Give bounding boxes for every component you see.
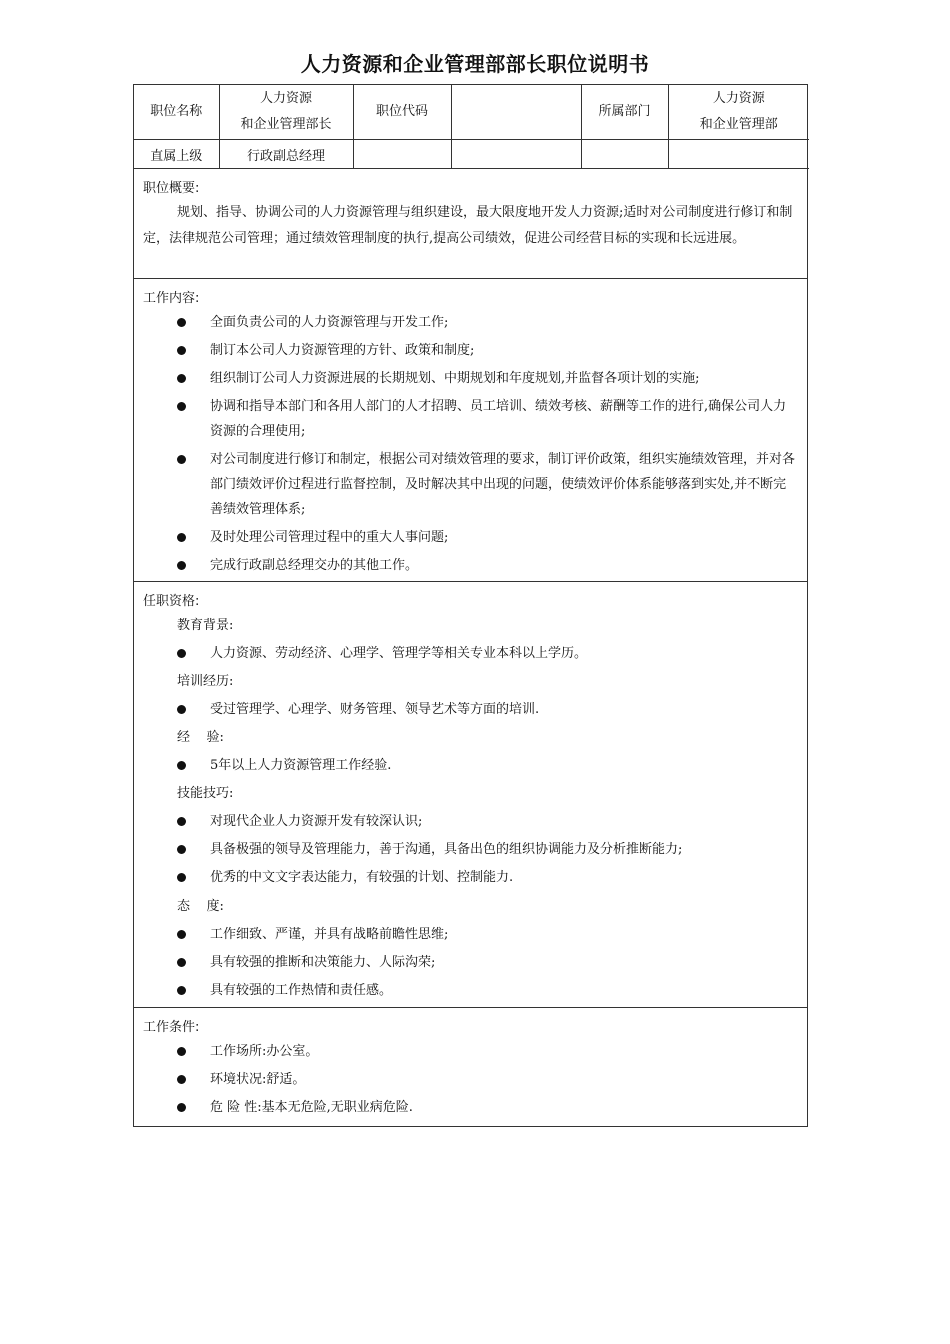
- document-title: 人力资源和企业管理部部长职位说明书: [300, 52, 650, 76]
- bullet-icon: [177, 1075, 186, 1084]
- list-item: 具有较强的工作热情和责任感。: [134, 978, 797, 1003]
- summary-text: 规划、指导、协调公司的人力资源管理与组织建设，最大限度地开发人力资源;适时对公司制度进行修订和制定，法律规范公司管理；通过绩效管理制度的执行,提高公司绩效，促进公司经营目标的实现和长远进展。: [143, 205, 793, 246]
- bullet-icon: [177, 346, 186, 355]
- position-code-value: [451, 85, 581, 140]
- conditions-title: 工作条件:: [143, 1020, 200, 1035]
- bullet-icon: [177, 374, 186, 383]
- bullet-icon: [177, 958, 186, 967]
- conditions-section: [134, 1008, 807, 1126]
- bullet-icon: [177, 817, 186, 826]
- bullet-icon: [177, 930, 186, 939]
- skills-label: 技能技巧:: [177, 786, 234, 801]
- department-value: [668, 85, 809, 140]
- bullet-icon: [177, 533, 186, 542]
- bullet-icon: [177, 402, 186, 411]
- list-item: 工作细致、严谨，并具有战略前瞻性思维;: [134, 922, 797, 947]
- bullet-icon: [177, 761, 186, 770]
- skills-list: [134, 809, 797, 893]
- empty-cell: [451, 140, 581, 169]
- list-item: 对公司制度进行修订和制定，根据公司对绩效管理的要求，制订评价政策，组织实施绩效管理，并对各部门绩效评价过程进行监督控制，及时解决其中出现的问题，使绩效评价体系能够落到实处,并不断完善绩效管理体系;: [134, 447, 797, 522]
- duties-list: [134, 310, 797, 581]
- conditions-list: [134, 1039, 797, 1123]
- list-item: 人力资源、劳动经济、心理学、管理学等相关专业本科以上学历。: [134, 641, 797, 666]
- department-label: 所属部门: [581, 85, 668, 140]
- list-item: 受过管理学、心理学、财务管理、领导艺术等方面的培训.: [134, 697, 797, 722]
- education-list: [134, 641, 797, 669]
- qualifications-section: [134, 582, 807, 1008]
- bullet-icon: [177, 561, 186, 570]
- list-item: 全面负责公司的人力资源管理与开发工作;: [134, 310, 797, 335]
- bullet-icon: [177, 455, 186, 464]
- bullet-icon: [177, 1103, 186, 1112]
- qualifications-title: 任职资格:: [143, 594, 200, 609]
- duties-section: [134, 279, 807, 582]
- attitude-list: [134, 922, 797, 1006]
- list-item: 具有较强的推断和决策能力、人际沟荣;: [134, 950, 797, 975]
- department-line1: 人力资源: [712, 91, 765, 106]
- bullet-icon: [177, 845, 186, 854]
- bullet-icon: [177, 649, 186, 658]
- list-item: 完成行政副总经理交办的其他工作。: [134, 553, 797, 578]
- summary-section: [134, 169, 807, 279]
- list-item: 协调和指导本部门和各用人部门的人才招聘、员工培训、绩效考核、薪酬等工作的进行,确保公司人力资源的合理使用;: [134, 394, 797, 444]
- superior-value: 行政副总经理: [219, 140, 353, 169]
- duties-title: 工作内容:: [143, 291, 200, 306]
- list-item: 及时处理公司管理过程中的重大人事问题;: [134, 525, 797, 550]
- header-table: [134, 85, 809, 169]
- list-item: 具备极强的领导及管理能力，善于沟通，具备出色的组织协调能力及分析推断能力;: [134, 837, 797, 862]
- position-name-label: 职位名称: [134, 85, 219, 140]
- position-name-line1: 人力资源: [259, 91, 312, 106]
- job-description-table: [133, 84, 808, 1127]
- list-item: 对现代企业人力资源开发有较深认识;: [134, 809, 797, 834]
- bullet-icon: [177, 986, 186, 995]
- list-item: 环境状况:舒适。: [134, 1067, 797, 1092]
- bullet-icon: [177, 318, 186, 327]
- position-code-label: 职位代码: [353, 85, 451, 140]
- list-item: 组织制订公司人力资源进展的长期规划、中期规划和年度规划,并监督各项计划的实施;: [134, 366, 797, 391]
- training-label: 培训经历:: [177, 674, 234, 689]
- bullet-icon: [177, 705, 186, 714]
- bullet-icon: [177, 873, 186, 882]
- empty-cell: [668, 140, 809, 169]
- list-item: 工作场所:办公室。: [134, 1039, 797, 1064]
- list-item: 危 险 性:基本无危险,无职业病危险.: [134, 1095, 797, 1120]
- summary-title: 职位概要:: [143, 181, 200, 196]
- empty-cell: [581, 140, 668, 169]
- list-item: 制订本公司人力资源管理的方针、政策和制度;: [134, 338, 797, 363]
- department-line2: 和企业管理部: [699, 117, 778, 132]
- position-name-line2: 和企业管理部长: [240, 117, 332, 132]
- training-list: [134, 697, 797, 725]
- experience-label: 经 验:: [177, 730, 224, 745]
- list-item: 优秀的中文文字表达能力，有较强的计划、控制能力.: [134, 865, 797, 890]
- empty-cell: [353, 140, 451, 169]
- list-item: 5年以上人力资源管理工作经验.: [134, 753, 797, 778]
- bullet-icon: [177, 1047, 186, 1056]
- experience-list: [134, 753, 797, 781]
- education-label: 教育背景:: [177, 618, 234, 633]
- superior-label: 直属上级: [134, 140, 219, 169]
- attitude-label: 态 度:: [177, 899, 224, 914]
- position-name-value: [219, 85, 353, 140]
